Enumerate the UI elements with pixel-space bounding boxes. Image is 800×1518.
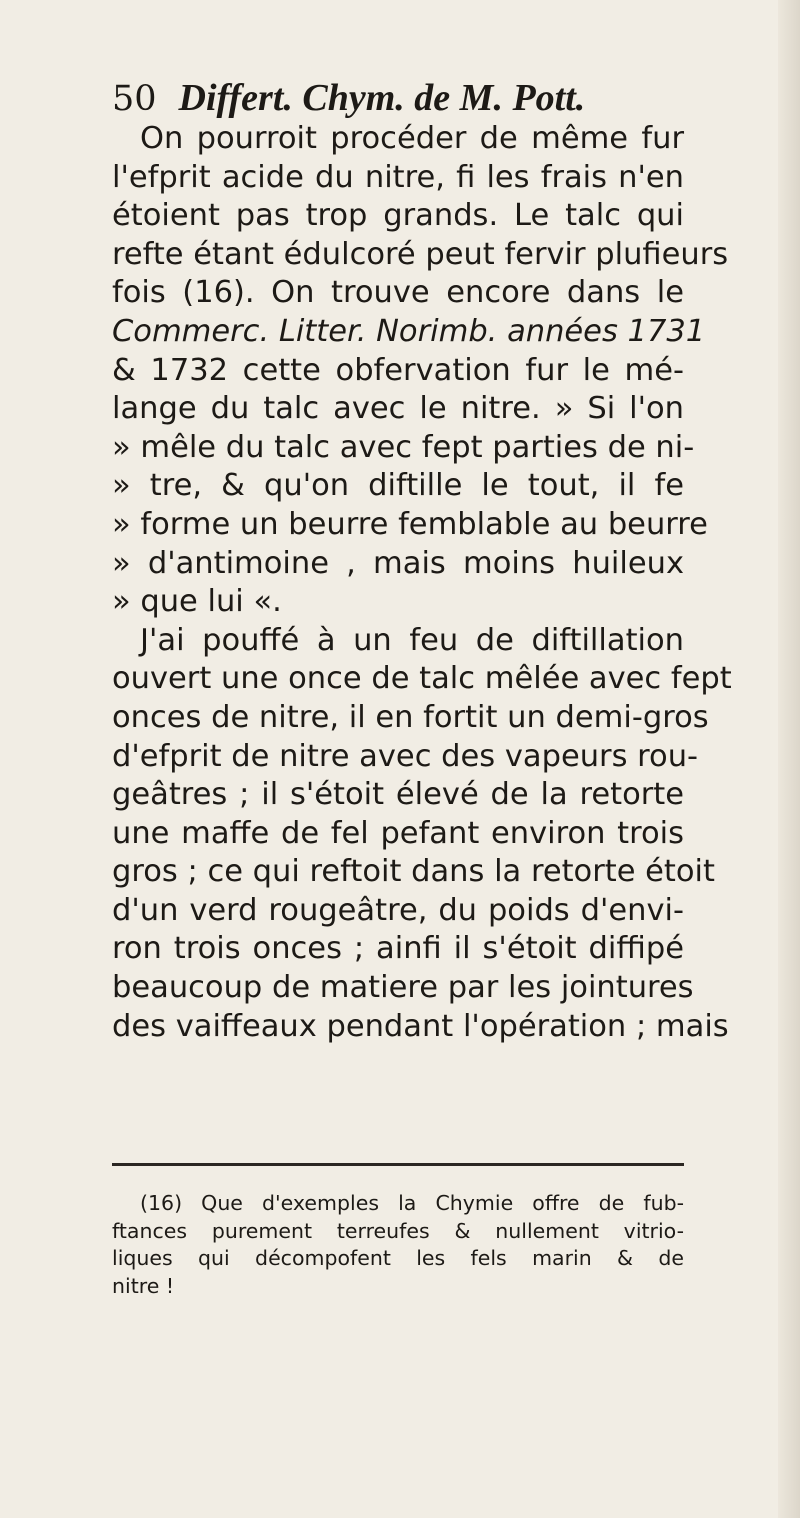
text-line: J'ai pouffé à un feu de diftillation: [140, 622, 684, 658]
text-line: » forme un beurre femblable au beurre: [112, 506, 708, 542]
page-number: 50: [112, 79, 157, 119]
text-line: On pourroit procéder de même fur: [140, 121, 684, 156]
footnote-line: nitre !: [112, 1273, 175, 1298]
text-line: d'efprit de nitre avec des vapeurs rou-: [112, 738, 699, 774]
running-title: Differt. Chym. de M. Pott.: [178, 77, 586, 119]
text-line: lange du talc avec le nitre. » Si l'on: [112, 391, 684, 427]
footnote-rule: [112, 1163, 684, 1166]
text-line: fois (16). On trouve encore dans le: [112, 275, 684, 311]
text-line: refte étant édulcoré peut fervir plufieurs: [112, 236, 729, 272]
text-line: & 1732 cette obfervation fur le mé-: [112, 352, 684, 388]
text-line: ron trois onces ; ainfi il s'étoit diffipé: [112, 931, 684, 967]
footnote-line: (16) Que d'exemples la Chymie offre de fub-: [140, 1191, 684, 1215]
text-line: ouvert une once de talc mêlée avec fept: [112, 661, 732, 697]
footnote-line: liques qui décompofent les fels marin & de: [112, 1246, 684, 1270]
text-line: une maffe de fel pefant environ trois: [112, 815, 684, 851]
text-line: d'un verd rougeâtre, du poids d'envi-: [112, 892, 684, 928]
footnote: [112, 1190, 684, 1300]
text-line: gros ; ce qui reftoit dans la retorte étoit: [112, 854, 715, 890]
body-text: [112, 120, 732, 1046]
text-line: » que lui «.: [112, 584, 282, 620]
text-line: » tre, & qu'on diftille le tout, il fe: [112, 468, 684, 504]
text-line: beaucoup de matiere par les jointures: [112, 970, 694, 1006]
text-line: l'efprit acide du nitre, fi les frais n'en: [112, 159, 684, 195]
text-line: geâtres ; il s'étoit élevé de la retorte: [112, 777, 684, 813]
text-line: onces de nitre, il en fortit un demi-gros: [112, 699, 709, 735]
footnote-line: ftances purement terreufes & nullement vitrio-: [112, 1218, 684, 1243]
page-edge: [778, 0, 800, 1518]
text-line: » d'antimoine , mais moins huileux: [112, 545, 684, 581]
text-line: des vaiffeaux pendant l'opération ; mais: [112, 1008, 729, 1044]
page-header: [112, 78, 712, 119]
text-line: étoient pas trop grands. Le talc qui: [112, 198, 684, 234]
text-line: Commerc. Litter. Norimb. années 1731: [112, 313, 706, 349]
text-line: » mêle du talc avec fept parties de ni-: [112, 429, 695, 465]
